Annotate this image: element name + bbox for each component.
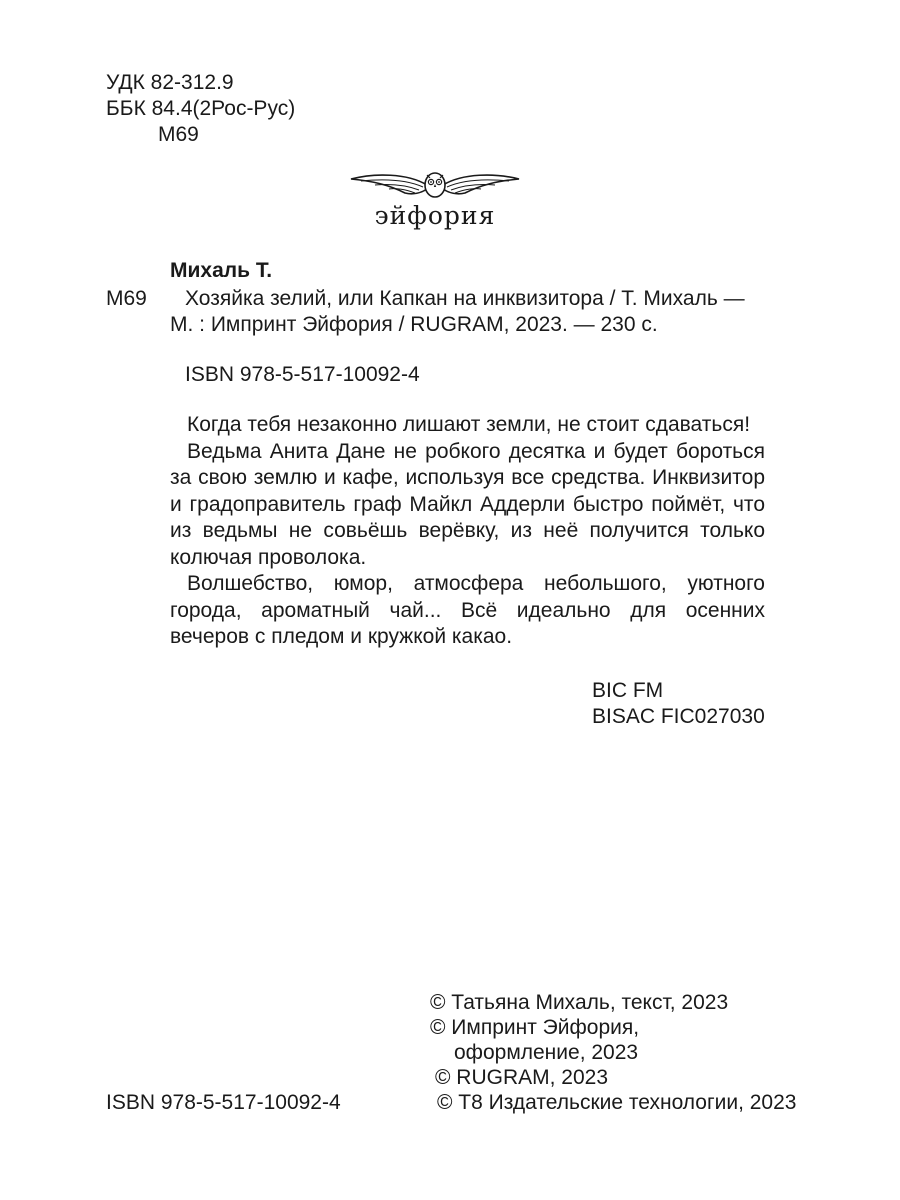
isbn-footer: ISBN 978-5-517-10092-4 xyxy=(106,1091,341,1114)
author-sign: М69 xyxy=(158,123,199,146)
logo-wordmark: эйфория xyxy=(374,201,496,230)
annotation-paragraph: Ведьма Анита Дане не робкого десятка и будет бороться за свою землю и кафе, используя все средства. Инквизитор и градоправитель граф Майкл Аддерли быстро поймёт, что из ведьмы не совьёшь верёвку, из неё получится только колючая проволока. xyxy=(170,439,765,569)
bisac-code: BISAC FIC027030 xyxy=(592,705,765,728)
udk-code: УДК 82-312.9 xyxy=(106,71,234,94)
copyright-line: © Импринт Эйфория, xyxy=(430,1016,640,1039)
annotation-text xyxy=(170,412,765,651)
copyright-line: © Татьяна Михаль, текст, 2023 xyxy=(430,991,729,1014)
bibliography-title: Хозяйка зелий, или Капкан на инквизитора / Т. Михаль — xyxy=(185,287,745,310)
publisher-logo xyxy=(345,165,525,237)
bic-code: BIC FM xyxy=(592,679,664,702)
bibliography-imprint: М. : Импринт Эйфория / RUGRAM, 2023. — 230 с. xyxy=(170,313,658,336)
author-heading: Михаль Т. xyxy=(170,259,273,282)
copyright-line: © Т8 Издательские технологии, 2023 xyxy=(437,1091,797,1114)
copyright-line: оформление, 2023 xyxy=(454,1041,639,1064)
bibliography-sign: М69 xyxy=(106,287,147,310)
owl-icon xyxy=(345,165,525,205)
bibliography-isbn: ISBN 978-5-517-10092-4 xyxy=(185,363,420,386)
copyright-line: © RUGRAM, 2023 xyxy=(435,1066,609,1089)
annotation-paragraph: Волшебство, юмор, атмосфера небольшого, уютного города, ароматный чай... Всё идеально для осенних вечеров с пледом и кружкой какао. xyxy=(170,572,765,648)
bbk-code: ББК 84.4(2Рос-Рус) xyxy=(106,97,296,120)
annotation-paragraph: Когда тебя незаконно лишают земли, не стоит сдаваться! xyxy=(187,413,751,436)
